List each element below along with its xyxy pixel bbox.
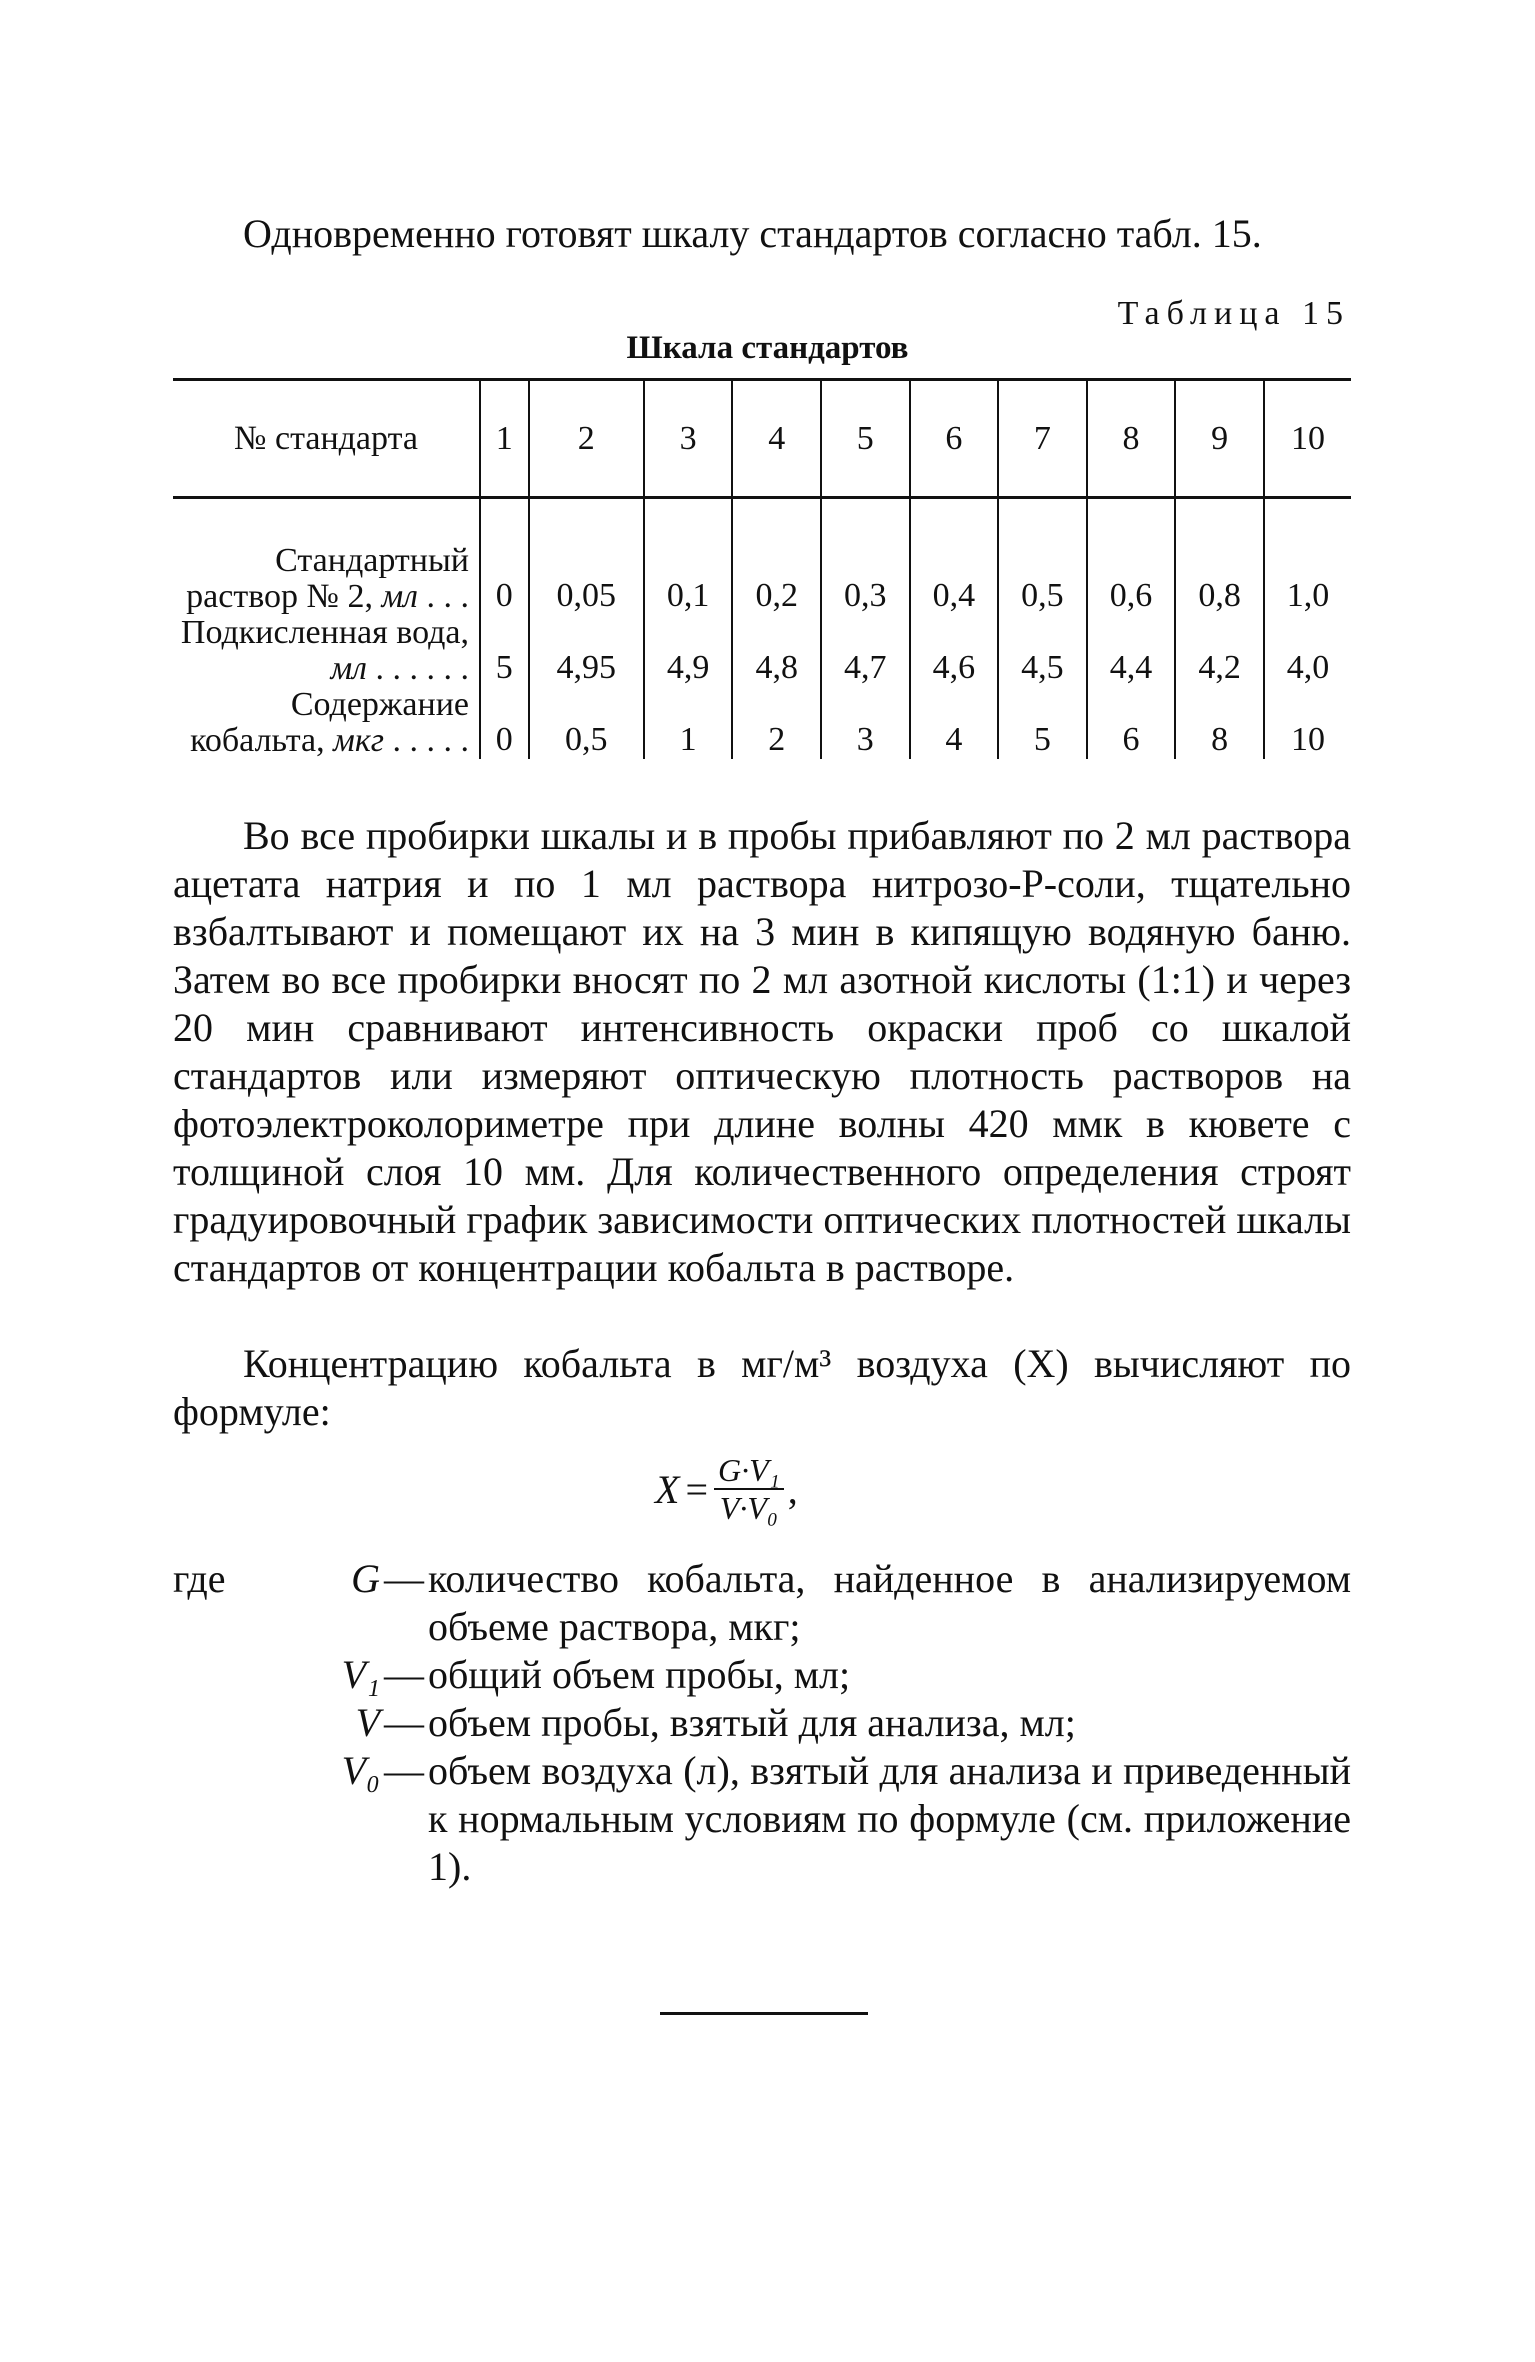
end-rule — [660, 2012, 868, 2015]
column-header: 1 — [480, 380, 529, 498]
table-cell: 5 — [998, 687, 1087, 759]
standards-table — [173, 378, 1351, 759]
definition-text: общий объем пробы, мл; — [428, 1652, 851, 1697]
column-header: 7 — [998, 380, 1087, 498]
table-cell: 4,0 — [1264, 615, 1351, 687]
table-row — [173, 615, 1351, 687]
definition-text: количество кобальта, найденное в анализируемом объеме раствора, мкг; — [428, 1556, 1351, 1649]
table-cell: 0,2 — [732, 498, 821, 616]
table-cell: 4,95 — [529, 615, 644, 687]
definition-text: объем пробы, взятый для анализа, мл; — [428, 1700, 1076, 1745]
row-label: Стандартный раствор № 2, мл . . . — [186, 542, 469, 615]
formula-intro-paragraph: Концентрацию кобальта в мг/м³ воздуха (X) вычисляют по формуле: — [173, 1341, 1351, 1434]
column-header: 2 — [529, 380, 644, 498]
table-cell: 0 — [480, 687, 529, 759]
definition-symbol: V₁ — [341, 1652, 380, 1697]
table-cell: 4,4 — [1087, 615, 1176, 687]
table-cell: 0,5 — [529, 687, 644, 759]
where-label: где — [173, 1556, 226, 1601]
table-cell: 4,8 — [732, 615, 821, 687]
formula-equals: = — [685, 1466, 708, 1512]
formula-numerator: G·V₁ — [714, 1452, 784, 1490]
formula-fraction — [714, 1452, 784, 1526]
definition-symbol: V — [355, 1700, 380, 1745]
table-cell: 0 — [480, 498, 529, 616]
table-row — [173, 687, 1351, 759]
column-header: 5 — [821, 380, 910, 498]
column-header: 4 — [732, 380, 821, 498]
header-label: № стандарта — [234, 419, 418, 457]
table-row — [173, 498, 1351, 616]
definition-text: объем воздуха (л), взятый для анализа и приведенный к нормальным условиям по формуле (см. приложение 1). — [428, 1748, 1351, 1889]
definition-symbol: G — [351, 1556, 380, 1601]
row-label: Подкисленная вода, мл . . . . . . — [180, 614, 469, 687]
column-header: 9 — [1175, 380, 1264, 498]
table-cell: 6 — [1087, 687, 1176, 759]
column-header: 10 — [1264, 380, 1351, 498]
definition-item — [173, 1555, 1351, 1651]
definition-item — [173, 1747, 1351, 1891]
table-cell: 4,5 — [998, 615, 1087, 687]
table-cell: 0,4 — [910, 498, 999, 616]
concentration-formula — [655, 1452, 798, 1526]
definition-dash: — — [384, 1556, 424, 1601]
formula-denominator: V·V₀ — [719, 1490, 778, 1526]
table-cell: 4,7 — [821, 615, 910, 687]
definition-symbol: V₀ — [341, 1748, 380, 1793]
definition-item — [173, 1651, 1351, 1699]
table-cell: 0,1 — [644, 498, 733, 616]
table-cell: 0,8 — [1175, 498, 1264, 616]
definition-dash: — — [384, 1700, 424, 1745]
formula-comma: , — [787, 1466, 798, 1512]
table-number: Таблица 15 — [1117, 295, 1350, 332]
definition-dash: — — [384, 1748, 424, 1793]
table-cell: 0,6 — [1087, 498, 1176, 616]
table-title: Шкала стандартов — [626, 330, 909, 366]
table-cell: 8 — [1175, 687, 1264, 759]
row-label: Содержание кобальта, мкг . . . . . — [190, 686, 469, 759]
table-cell: 3 — [821, 687, 910, 759]
table-cell: 1,0 — [1264, 498, 1351, 616]
table-cell: 5 — [480, 615, 529, 687]
formula-lhs: X — [655, 1466, 680, 1512]
table-cell: 4,2 — [1175, 615, 1264, 687]
table-cell: 4 — [910, 687, 999, 759]
intro-paragraph: Одновременно готовят шкалу стандартов согласно табл. 15. — [243, 211, 1262, 256]
procedure-paragraph: Во все пробирки шкалы и в пробы прибавляют по 2 мл раствора ацетата натрия и по 1 мл раствора нитрозо-Р-соли, тщательно взбалтывают и помещают их на 3 мин в кипящую водяную баню. Затем во все пробирки вносят по 2 мл азотной кислоты (1:1) и через 20 мин сравнивают интенсивность окраски проб со шкалой стандартов или измеряют оптическую плотность растворов на фотоэлектроколориметре при длине волны 420 ммк в кювете с толщиной слоя 10 мм. Для количественного определения строят градуировочный график зависимости оптических плотностей шкалы стандартов от концентрации кобальта в растворе. — [173, 813, 1351, 1290]
table-cell: 1 — [644, 687, 733, 759]
table-cell: 4,9 — [644, 615, 733, 687]
table-cell: 0,05 — [529, 498, 644, 616]
definition-item — [173, 1699, 1351, 1747]
definitions-list — [173, 1555, 1351, 1891]
definition-dash: — — [384, 1652, 424, 1697]
table-cell: 0,5 — [998, 498, 1087, 616]
table-cell: 4,6 — [910, 615, 999, 687]
table-header-row — [173, 380, 1351, 498]
column-header: 8 — [1087, 380, 1176, 498]
column-header: 6 — [910, 380, 999, 498]
table-cell: 2 — [732, 687, 821, 759]
table-cell: 0,3 — [821, 498, 910, 616]
column-header: 3 — [644, 380, 733, 498]
table-cell: 10 — [1264, 687, 1351, 759]
